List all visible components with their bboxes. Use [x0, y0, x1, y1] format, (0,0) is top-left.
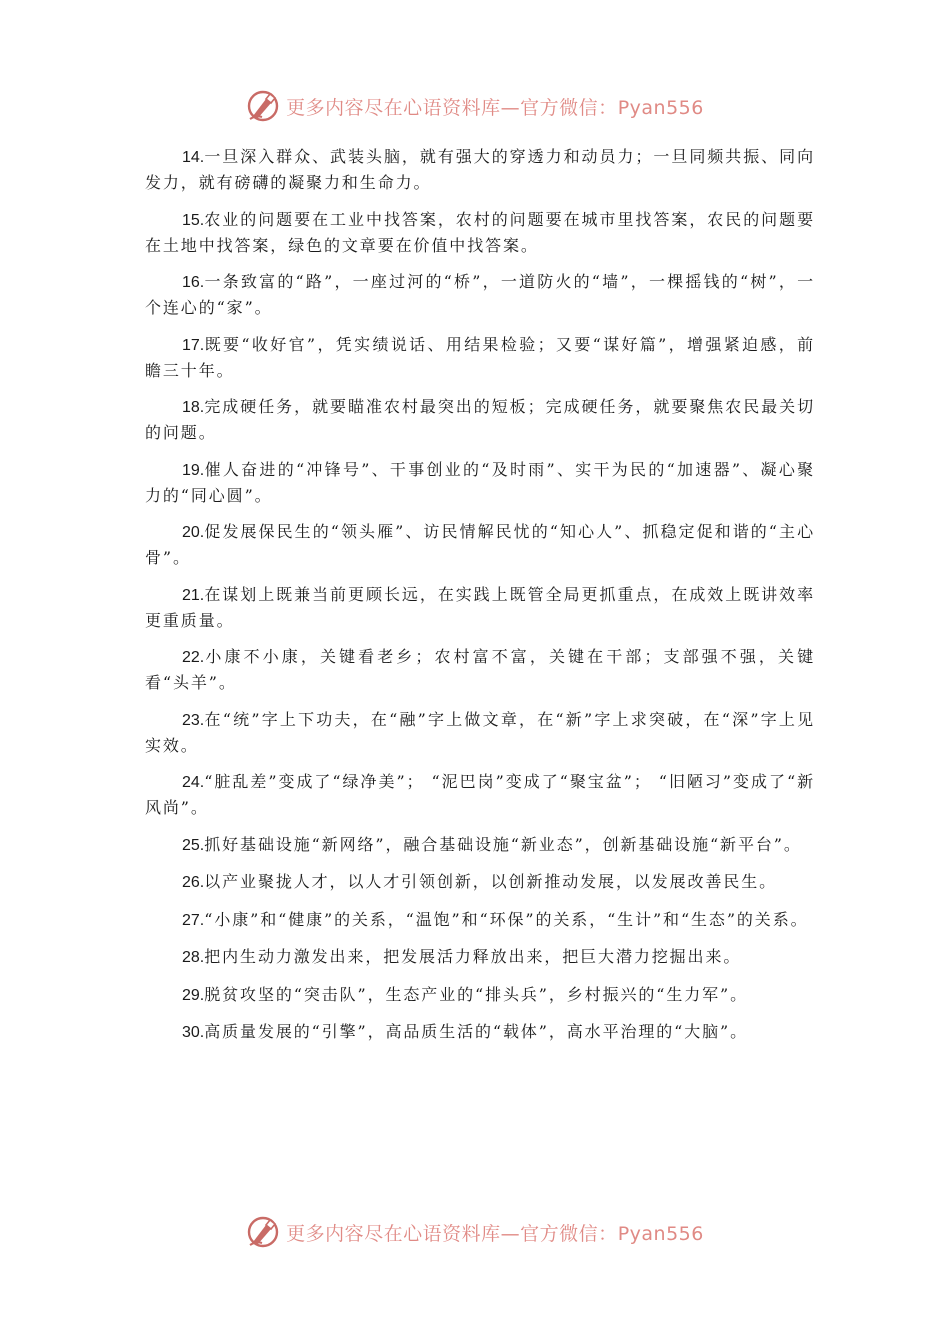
item-number: 27. — [182, 911, 205, 929]
pen-logo-icon — [246, 89, 280, 123]
footer-banner-text: 更多内容尽在心语资料库—官方微信：Pyan556 — [286, 1222, 704, 1245]
item-number: 28. — [182, 949, 205, 966]
list-item — [145, 269, 815, 320]
item-text: 既要“收好官”，凭实绩说话、用结果检验；又要“谋好篇”，增强紧迫感，前瞻三十年。 — [145, 334, 815, 380]
item-text: 完成硬任务，就要瞄准农村最突出的短板；完成硬任务，就要聚焦农民最关切的问题。 — [145, 397, 815, 442]
item-number: 16. — [182, 274, 205, 291]
item-number: 29. — [182, 986, 205, 1004]
list-item — [145, 769, 815, 820]
list-item — [145, 907, 815, 933]
item-text: 抓好基础设施“新网络”，融合基础设施“新业态”，创新基础设施“新平台”。 — [204, 834, 802, 854]
item-text: “小康”和“健康”的关系，“温饱”和“环保”的关系，“生计”和“生态”的关系。 — [204, 909, 809, 929]
list-item — [145, 144, 815, 195]
item-text: 催人奋进的“冲锋号”、干事创业的“及时雨”、实干为民的“加速器”、凝心聚力的“同心圆”。 — [145, 459, 815, 505]
item-number: 20. — [182, 524, 205, 541]
list-item — [145, 519, 815, 570]
item-number: 21. — [182, 586, 205, 604]
item-number: 26. — [182, 874, 205, 891]
list-item — [145, 944, 815, 970]
item-text: 脱贫攻坚的“突击队”，生态产业的“排头兵”，乡村振兴的“生力军”。 — [204, 984, 749, 1004]
pen-logo-icon — [246, 1215, 280, 1249]
item-number: 22. — [182, 649, 205, 666]
list-item — [145, 332, 815, 383]
list-item — [145, 582, 815, 633]
item-text: “脏乱差”变成了“绿净美”； “泥巴岗”变成了“聚宝盆”； “旧陋习”变成了“新风尚”。 — [145, 772, 815, 817]
item-text: 把内生动力激发出来，把发展活力释放出来，把巨大潜力挖掘出来。 — [204, 947, 742, 966]
list-item — [145, 394, 815, 445]
item-number: 24. — [182, 774, 205, 791]
item-number: 18. — [182, 399, 205, 416]
header-banner — [0, 86, 950, 126]
item-text: 以产业聚拢人才，以人才引领创新，以创新推动发展，以发展改善民生。 — [204, 872, 778, 891]
item-text: 在“统”字上下功夫，在“融”字上做文章，在“新”字上求突破，在“深”字上见实效。 — [145, 709, 815, 755]
item-text: 小康不小康，关键看老乡；农村富不富，关键在干部；支部强不强，关键看“头羊”。 — [145, 647, 815, 692]
item-number: 14. — [182, 149, 205, 166]
list-item — [145, 982, 815, 1008]
list-item — [145, 869, 815, 895]
item-text: 一旦深入群众、武装头脑，就有强大的穿透力和动员力；一旦同频共振、同向发力，就有磅礴的凝聚力和生命力。 — [145, 147, 815, 192]
footer-banner — [0, 1212, 950, 1252]
list-item — [145, 832, 815, 858]
item-text: 高质量发展的“引擎”，高品质生活的“载体”，高水平治理的“大脑”。 — [204, 1022, 749, 1041]
item-text: 促发展保民生的“领头雁”、访民情解民忧的“知心人”、抓稳定促和谐的“主心骨”。 — [145, 522, 815, 567]
list-item — [145, 1019, 815, 1045]
item-number: 17. — [182, 336, 205, 354]
item-number: 23. — [182, 711, 205, 729]
list-item — [145, 457, 815, 508]
list-item — [145, 207, 815, 258]
document-body — [145, 144, 815, 1057]
header-banner-text: 更多内容尽在心语资料库—官方微信：Pyan556 — [286, 96, 704, 119]
item-number: 25. — [182, 836, 205, 854]
item-number: 15. — [182, 211, 205, 229]
item-text: 在谋划上既兼当前更顾长远，在实践上既管全局更抓重点，在成效上既讲效率更重质量。 — [145, 584, 815, 630]
item-text: 农业的问题要在工业中找答案，农村的问题要在城市里找答案，农民的问题要在土地中找答案，绿色的文章要在价值中找答案。 — [145, 209, 815, 255]
item-number: 30. — [182, 1024, 205, 1041]
list-item — [145, 707, 815, 758]
item-number: 19. — [182, 461, 205, 479]
list-item — [145, 644, 815, 695]
item-text: 一条致富的“路”，一座过河的“桥”，一道防火的“墙”，一棵摇钱的“树”，一个连心的“家”。 — [145, 272, 815, 317]
